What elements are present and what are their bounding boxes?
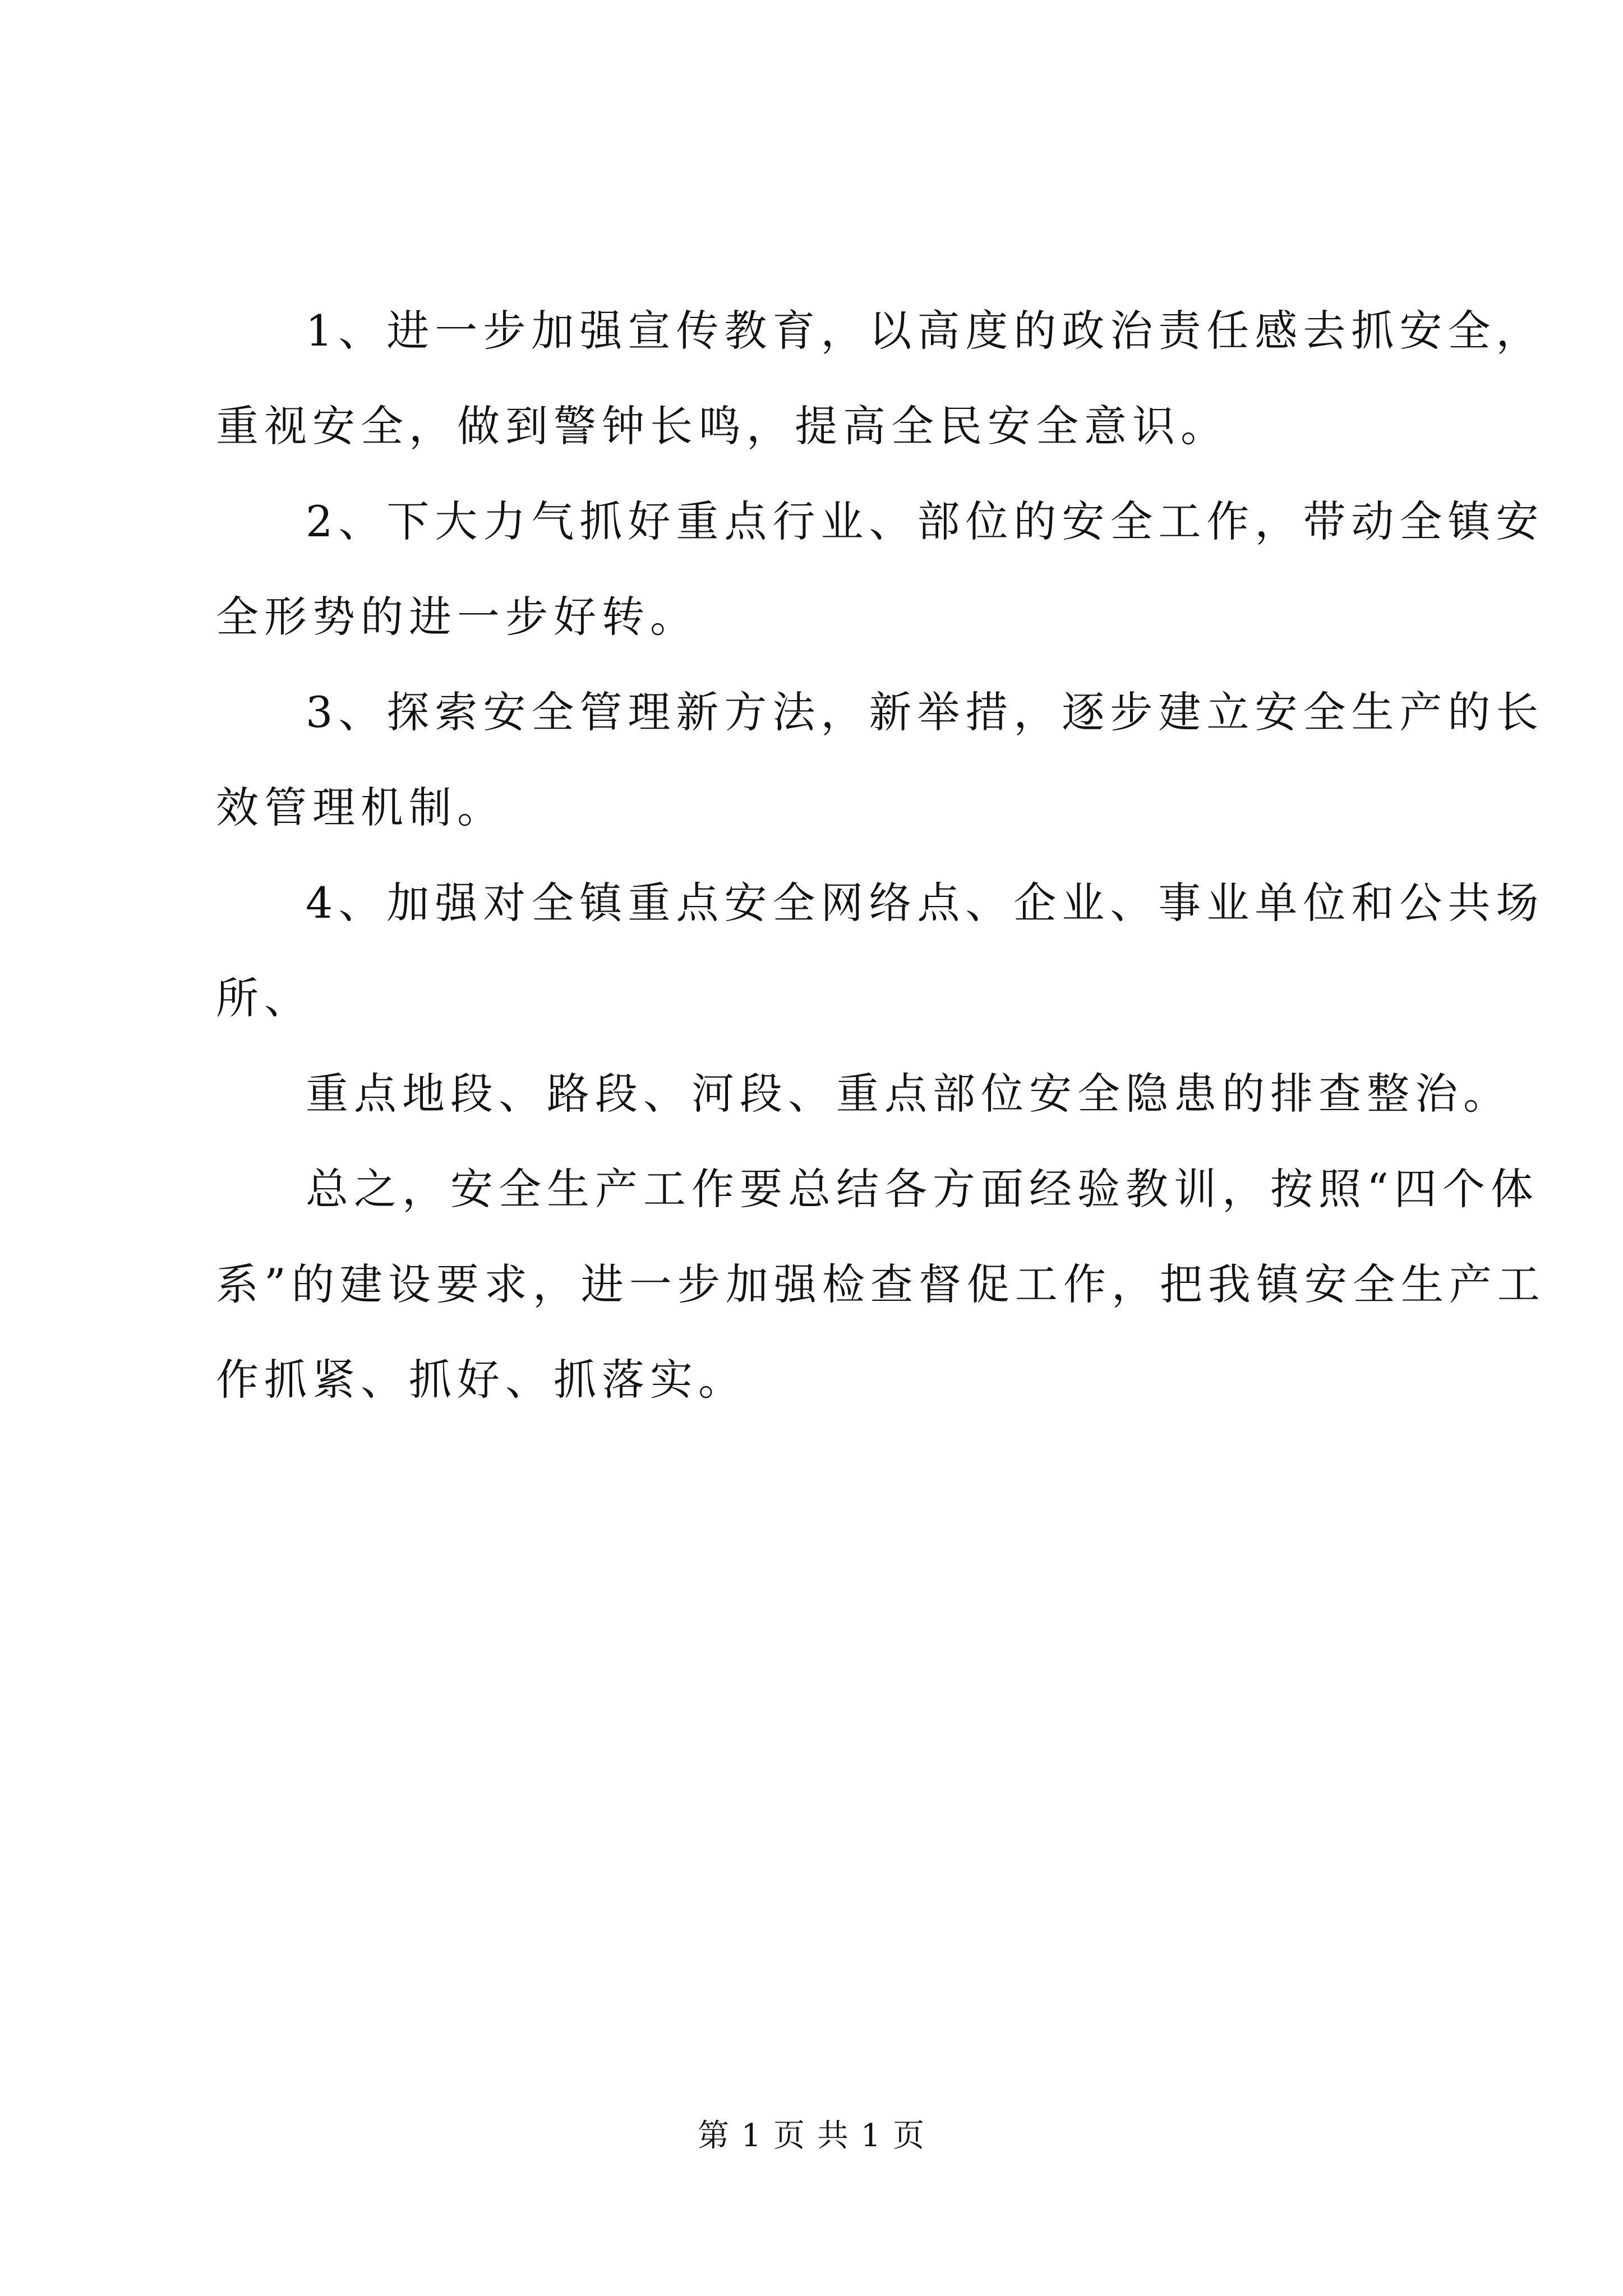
paragraph-line: 2、下大力气抓好重点行业、部位的安全工作，带动全镇安 <box>306 496 1544 546</box>
paragraph-line: 效管理机制。 <box>216 783 505 832</box>
paragraph-line: 系”的建设要求，进一步加强检查督促工作，把我镇安全生产工 <box>216 1259 1546 1309</box>
paragraph-line: 总之，安全生产工作要总结各方面经验教训，按照“四个体 <box>306 1164 1539 1214</box>
document-body <box>216 283 1546 1428</box>
paragraph-line: 4、加强对全镇重点安全网络点、企业、事业单位和公共场 <box>306 878 1544 928</box>
page-footer: 第 1 页 共 1 页 <box>697 2118 926 2154</box>
paragraph-line: 3、探索安全管理新方法，新举措，逐步建立安全生产的长 <box>306 687 1544 737</box>
paragraph-line: 重点地段、路段、河段、重点部位安全隐患的排查整治。 <box>306 1069 1511 1119</box>
paragraph-line: 1、进一步加强宣传教育，以高度的政治责任感去抓安全， <box>306 306 1544 356</box>
paragraph-line: 重视安全，做到警钟长鸣，提高全民安全意识。 <box>216 401 1229 451</box>
paragraph-line: 全形势的进一步好转。 <box>216 592 698 642</box>
paragraph-line: 作抓紧、抓好、抓落实。 <box>216 1355 746 1405</box>
paragraph-line: 所、 <box>216 973 312 1023</box>
